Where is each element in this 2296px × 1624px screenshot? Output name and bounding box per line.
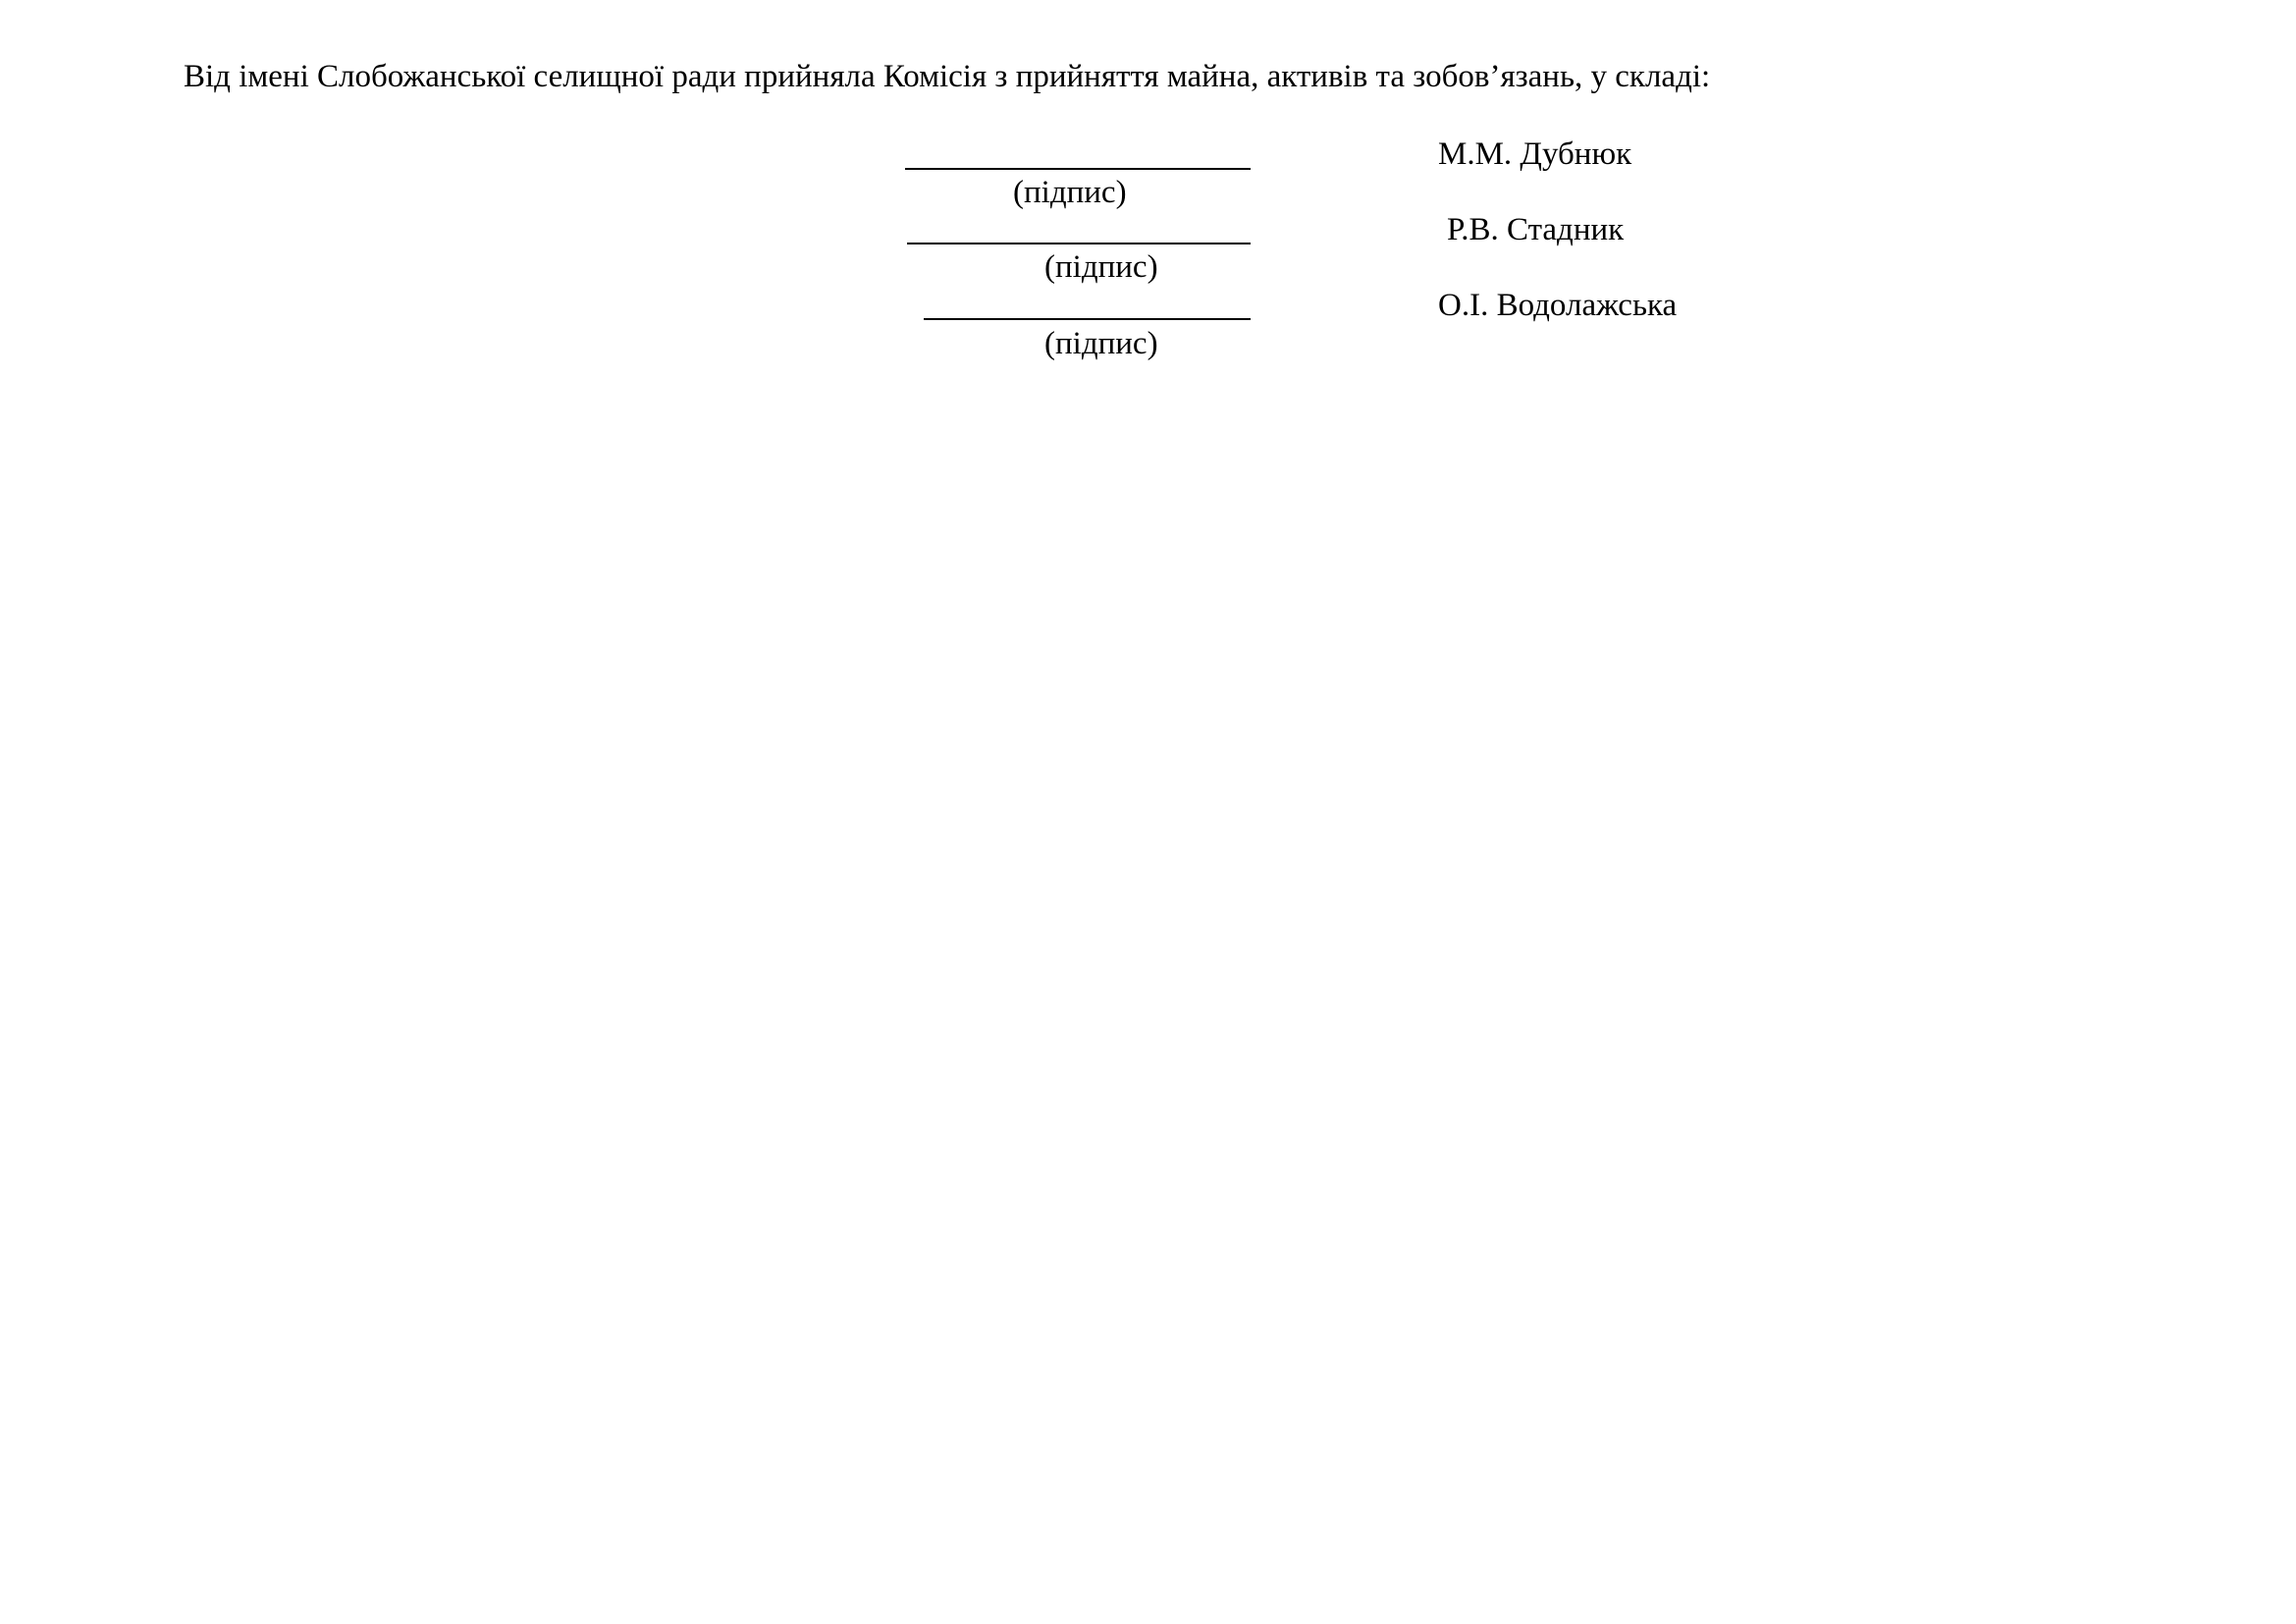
signatory-name: Р.В. Стадник	[1447, 212, 1625, 247]
signature-line	[924, 318, 1251, 320]
commission-intro-text: Від імені Слобожанської селищної ради прийняла Комісія з прийняття майна, активів та зобов’язань, у складі:	[184, 59, 1711, 94]
signature-line	[905, 168, 1251, 170]
signatory-name: О.І. Водолажська	[1438, 288, 1678, 323]
signature-caption: (підпис)	[1044, 249, 1158, 285]
signature-caption: (підпис)	[1013, 175, 1127, 210]
signature-line	[907, 243, 1251, 244]
signature-caption: (підпис)	[1044, 326, 1158, 361]
signatory-name: М.М. Дубнюк	[1438, 136, 1632, 172]
